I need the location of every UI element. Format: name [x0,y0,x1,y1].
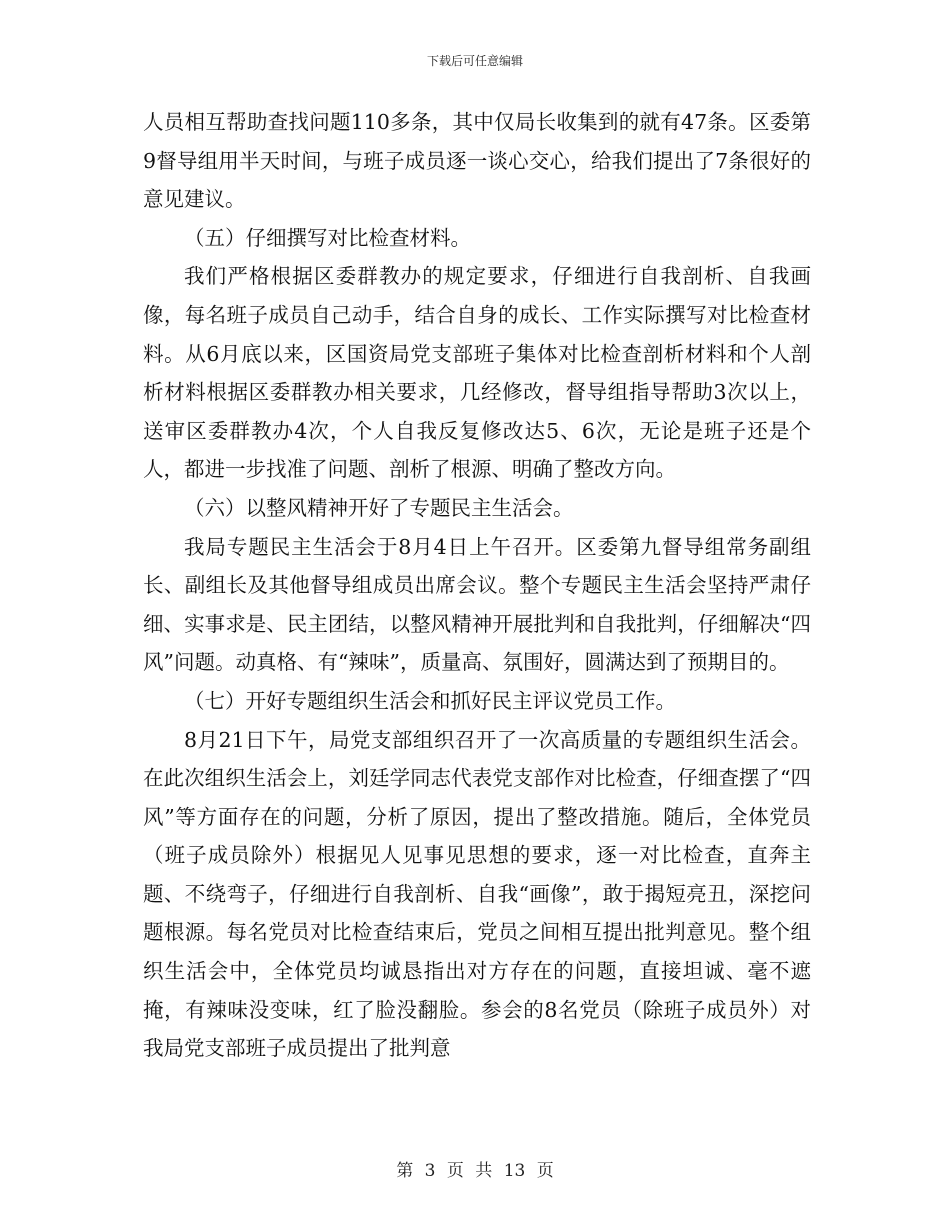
heading-section-7: （七）开好专题组织生活会和抓好民主评议党员工作。 [184,688,676,713]
heading-section-5: （五）仔细撰写对比检查材料。 [184,225,471,250]
page-header: 下载后可任意编辑 [426,54,523,68]
paragraph-section-7: 8月21日下午，局党支部组织召开了一次高质量的专题组织生活会。在此次组织生活会上，刘廷学同志代表党支部作对比检查，仔细查摆了“四风”等方面存在的问题，分析了原因，提出了整改措施。随后，全体党员（班子成员除外）根据见人见事见思想的要求，逐一对比检查，直奔主题、不绕弯子，仔细进行自我剖析、自我“画像”，敢于揭短亮丑，深挖问题根源。每名党员对比检查结束后，党员之间相互提出批判意见。整个组织生活会中，全体党员均诚恳指出对方存在的问题，直接坦诚、毫不遮掩，有辣味没变味，红了脸没翻脸。参会的8名党员（除班子成员外）对我局党支部班子成员提出了批判意 [143,727,811,1061]
paragraph-section-6: 我局专题民主生活会于8月4日上午召开。区委第九督导组常务副组长、副组长及其他督导组成员出席会议。整个专题民主生活会坚持严肃仔细、实事求是、民主团结，以整风精神开展批判和自我批判，仔细解决“四风”问题。动真格、有“辣味”，质量高、氛围好，圆满达到了预期目的。 [143,534,811,675]
paragraph-section-5: 我们严格根据区委群教办的规定要求，仔细进行自我剖析、自我画像，每名班子成员自己动手，结合自身的成长、工作实际撰写对比检查材料。从6月底以来，区国资局党支部班子集体对比检查剖析材料和个人剖析材料根据区委群教办相关要求，几经修改，督导组指导帮助3次以上，送审区委群教办4次，个人自我反复修改达5、6次，无论是班子还是个人，都进一步找准了问题、剖析了根源、明确了整改方向。 [143,264,811,482]
document-body [143,103,811,1068]
paragraph-continuation: 人员相互帮助查找问题110多条，其中仅局长收集到的就有47条。区委第9督导组用半天时间，与班子成员逐一谈心交心，给我们提出了7条很好的意见建议。 [143,110,811,212]
page-number-footer: 第 3 页 共 13 页 [396,1161,554,1181]
heading-section-6: （六）以整风精神开好了专题民主生活会。 [184,495,574,520]
